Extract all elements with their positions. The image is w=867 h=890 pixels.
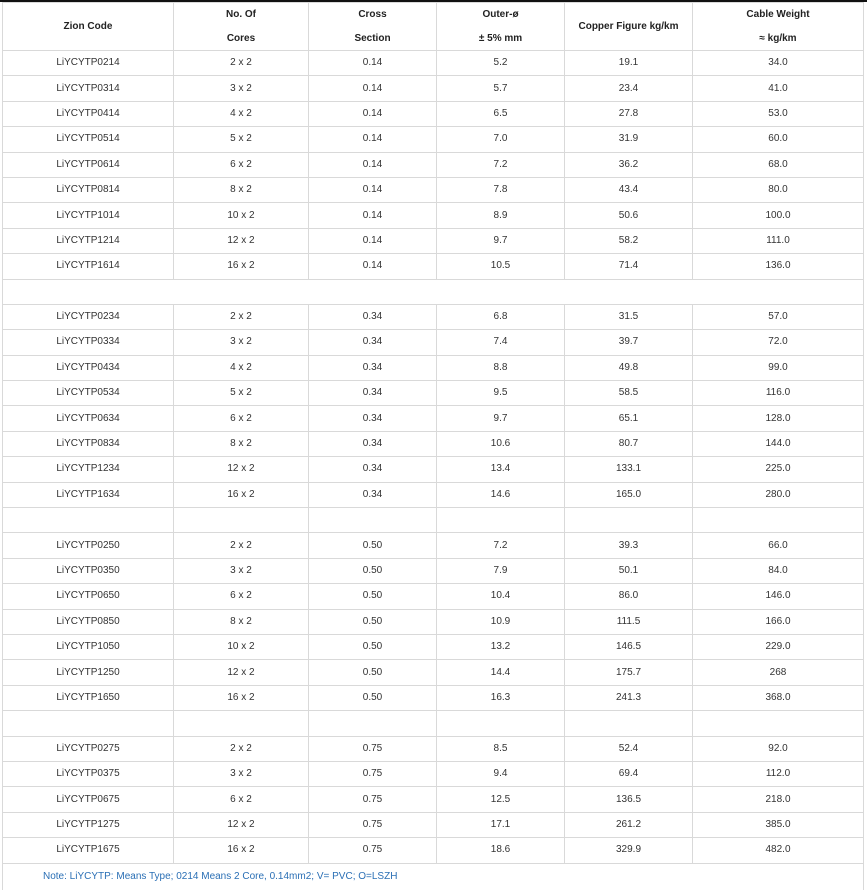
cell-cable-weight: 368.0 (693, 685, 864, 710)
cell-cross-section: 0.14 (309, 127, 437, 152)
cell-copper-figure: 31.5 (565, 304, 693, 329)
cell-copper-figure: 39.7 (565, 330, 693, 355)
cell-cores: 3 x 2 (174, 558, 309, 583)
cell-zion-code: LiYCYTP0675 (3, 787, 174, 812)
table-row (3, 660, 864, 685)
cell-cable-weight: 385.0 (693, 812, 864, 837)
header-label: Zion Code (63, 20, 113, 32)
col-header-cable-weight (693, 3, 864, 51)
table-row (3, 584, 864, 609)
cell-cross-section: 0.14 (309, 51, 437, 76)
cell-cross-section: 0.75 (309, 761, 437, 786)
spacer-cell (309, 711, 437, 736)
cell-cable-weight: 60.0 (693, 127, 864, 152)
cell-outer-diameter: 6.5 (437, 101, 565, 126)
cell-copper-figure: 146.5 (565, 634, 693, 659)
header-line-1: Cable Weight (746, 8, 810, 20)
cell-copper-figure: 23.4 (565, 76, 693, 101)
cell-zion-code: LiYCYTP0414 (3, 101, 174, 126)
table-row (3, 304, 864, 329)
table-row (3, 203, 864, 228)
cell-cross-section: 0.14 (309, 254, 437, 279)
cell-outer-diameter: 9.5 (437, 381, 565, 406)
table-row (3, 101, 864, 126)
table-row (3, 838, 864, 863)
cell-cross-section: 0.75 (309, 787, 437, 812)
header-row (3, 3, 864, 51)
cell-zion-code: LiYCYTP0634 (3, 406, 174, 431)
cell-zion-code: LiYCYTP1650 (3, 685, 174, 710)
cell-copper-figure: 80.7 (565, 431, 693, 456)
cell-cable-weight: 111.0 (693, 228, 864, 253)
header-line-2: ± 5% mm (478, 32, 523, 44)
header-line-1: No. Of (226, 8, 256, 20)
cell-cross-section: 0.75 (309, 838, 437, 863)
cell-cores: 6 x 2 (174, 787, 309, 812)
cell-outer-diameter: 13.4 (437, 457, 565, 482)
cell-copper-figure: 49.8 (565, 355, 693, 380)
cell-cable-weight: 34.0 (693, 51, 864, 76)
cell-zion-code: LiYCYTP0350 (3, 558, 174, 583)
cell-cores: 16 x 2 (174, 482, 309, 507)
cell-cable-weight: 66.0 (693, 533, 864, 558)
table-row (3, 51, 864, 76)
cell-outer-diameter: 14.4 (437, 660, 565, 685)
cell-zion-code: LiYCYTP1634 (3, 482, 174, 507)
spacer-cell (437, 711, 565, 736)
table-row (3, 634, 864, 659)
cell-copper-figure: 50.6 (565, 203, 693, 228)
cell-copper-figure: 133.1 (565, 457, 693, 482)
cell-cable-weight: 146.0 (693, 584, 864, 609)
table-row (3, 609, 864, 634)
cell-outer-diameter: 13.2 (437, 634, 565, 659)
cell-zion-code: LiYCYTP0834 (3, 431, 174, 456)
cell-outer-diameter: 9.7 (437, 228, 565, 253)
cell-cross-section: 0.34 (309, 355, 437, 380)
cell-cross-section: 0.50 (309, 609, 437, 634)
table-row (3, 787, 864, 812)
cell-copper-figure: 86.0 (565, 584, 693, 609)
cell-cross-section: 0.75 (309, 736, 437, 761)
table-row (3, 177, 864, 202)
cell-cross-section: 0.50 (309, 558, 437, 583)
cell-cores: 3 x 2 (174, 761, 309, 786)
header-line-2: Section (354, 32, 391, 44)
cell-zion-code: LiYCYTP0434 (3, 355, 174, 380)
cell-cores: 5 x 2 (174, 127, 309, 152)
cell-cross-section: 0.75 (309, 812, 437, 837)
cell-cross-section: 0.14 (309, 228, 437, 253)
cell-zion-code: LiYCYTP0850 (3, 609, 174, 634)
col-header-no-of-cores (174, 3, 309, 51)
cell-cores: 16 x 2 (174, 685, 309, 710)
cell-copper-figure: 39.3 (565, 533, 693, 558)
col-header-cross-section (309, 3, 437, 51)
note-row (3, 863, 864, 890)
header-line-2: Cores (226, 32, 256, 44)
cell-cable-weight: 57.0 (693, 304, 864, 329)
cell-outer-diameter: 8.5 (437, 736, 565, 761)
cell-copper-figure: 136.5 (565, 787, 693, 812)
cell-outer-diameter: 10.4 (437, 584, 565, 609)
group-spacer-row (3, 279, 864, 304)
table-body (3, 51, 864, 890)
cell-cross-section: 0.34 (309, 330, 437, 355)
cell-zion-code: LiYCYTP1234 (3, 457, 174, 482)
cell-cross-section: 0.34 (309, 381, 437, 406)
cell-copper-figure: 31.9 (565, 127, 693, 152)
cell-outer-diameter: 16.3 (437, 685, 565, 710)
table-row (3, 381, 864, 406)
header-label: Copper Figure kg/km (578, 20, 679, 32)
cell-cores: 2 x 2 (174, 533, 309, 558)
group-spacer-row (3, 711, 864, 736)
cell-copper-figure: 36.2 (565, 152, 693, 177)
table-row (3, 228, 864, 253)
cable-spec-table (2, 2, 864, 890)
table-row (3, 76, 864, 101)
cell-cable-weight: 128.0 (693, 406, 864, 431)
cell-zion-code: LiYCYTP1614 (3, 254, 174, 279)
cell-copper-figure: 50.1 (565, 558, 693, 583)
cell-zion-code: LiYCYTP0650 (3, 584, 174, 609)
cell-outer-diameter: 12.5 (437, 787, 565, 812)
cell-outer-diameter: 14.6 (437, 482, 565, 507)
cell-copper-figure: 71.4 (565, 254, 693, 279)
cell-cross-section: 0.14 (309, 152, 437, 177)
cell-cores: 2 x 2 (174, 304, 309, 329)
cell-outer-diameter: 7.0 (437, 127, 565, 152)
cell-cores: 10 x 2 (174, 634, 309, 659)
table-row (3, 558, 864, 583)
cell-zion-code: LiYCYTP0534 (3, 381, 174, 406)
cell-cable-weight: 116.0 (693, 381, 864, 406)
cell-cores: 8 x 2 (174, 609, 309, 634)
cell-cable-weight: 218.0 (693, 787, 864, 812)
cell-cable-weight: 112.0 (693, 761, 864, 786)
spacer-cell (3, 279, 864, 304)
cell-zion-code: LiYCYTP1250 (3, 660, 174, 685)
cell-copper-figure: 111.5 (565, 609, 693, 634)
cell-copper-figure: 241.3 (565, 685, 693, 710)
cell-cores: 8 x 2 (174, 431, 309, 456)
cell-cores: 12 x 2 (174, 660, 309, 685)
cell-cable-weight: 100.0 (693, 203, 864, 228)
cell-cores: 8 x 2 (174, 177, 309, 202)
cell-copper-figure: 65.1 (565, 406, 693, 431)
cell-cross-section: 0.34 (309, 482, 437, 507)
cell-cable-weight: 268 (693, 660, 864, 685)
col-header-outer-diameter (437, 3, 565, 51)
cell-zion-code: LiYCYTP1675 (3, 838, 174, 863)
table-note: Note: LiYCYTP: Means Type; 0214 Means 2 Core, 0.14mm2; V= PVC; O=LSZH (3, 863, 864, 890)
cell-cross-section: 0.14 (309, 177, 437, 202)
table-row (3, 355, 864, 380)
cell-copper-figure: 329.9 (565, 838, 693, 863)
cell-cores: 12 x 2 (174, 228, 309, 253)
spacer-cell (565, 508, 693, 533)
cell-copper-figure: 165.0 (565, 482, 693, 507)
spacer-cell (174, 508, 309, 533)
table-row (3, 812, 864, 837)
cell-cross-section: 0.34 (309, 406, 437, 431)
cell-outer-diameter: 6.8 (437, 304, 565, 329)
cell-cross-section: 0.34 (309, 431, 437, 456)
cell-cable-weight: 280.0 (693, 482, 864, 507)
cell-cable-weight: 144.0 (693, 431, 864, 456)
col-header-zion-code (3, 3, 174, 51)
cell-cross-section: 0.50 (309, 660, 437, 685)
cell-zion-code: LiYCYTP0375 (3, 761, 174, 786)
cell-cable-weight: 482.0 (693, 838, 864, 863)
cell-zion-code: LiYCYTP0234 (3, 304, 174, 329)
cell-cores: 6 x 2 (174, 584, 309, 609)
cell-outer-diameter: 7.8 (437, 177, 565, 202)
table-row (3, 685, 864, 710)
cell-cores: 16 x 2 (174, 254, 309, 279)
cell-cable-weight: 92.0 (693, 736, 864, 761)
table-row (3, 736, 864, 761)
cell-zion-code: LiYCYTP0334 (3, 330, 174, 355)
cell-zion-code: LiYCYTP0214 (3, 51, 174, 76)
cell-cable-weight: 84.0 (693, 558, 864, 583)
table-row (3, 330, 864, 355)
cell-outer-diameter: 10.6 (437, 431, 565, 456)
cell-cable-weight: 166.0 (693, 609, 864, 634)
cell-cores: 10 x 2 (174, 203, 309, 228)
cell-outer-diameter: 10.5 (437, 254, 565, 279)
cell-cross-section: 0.14 (309, 76, 437, 101)
header-line-1: Cross (358, 8, 387, 20)
table-row (3, 152, 864, 177)
cell-zion-code: LiYCYTP1275 (3, 812, 174, 837)
group-spacer-row (3, 508, 864, 533)
cell-cable-weight: 136.0 (693, 254, 864, 279)
cell-cable-weight: 229.0 (693, 634, 864, 659)
cell-cable-weight: 53.0 (693, 101, 864, 126)
cell-copper-figure: 19.1 (565, 51, 693, 76)
cell-copper-figure: 261.2 (565, 812, 693, 837)
cell-outer-diameter: 18.6 (437, 838, 565, 863)
col-header-copper-figure (565, 3, 693, 51)
cell-copper-figure: 58.5 (565, 381, 693, 406)
cell-cores: 16 x 2 (174, 838, 309, 863)
cell-copper-figure: 52.4 (565, 736, 693, 761)
cell-cross-section: 0.14 (309, 101, 437, 126)
cell-copper-figure: 175.7 (565, 660, 693, 685)
cell-cores: 12 x 2 (174, 812, 309, 837)
cell-cores: 3 x 2 (174, 76, 309, 101)
spacer-cell (3, 508, 174, 533)
cell-zion-code: LiYCYTP1050 (3, 634, 174, 659)
cell-cross-section: 0.14 (309, 203, 437, 228)
cell-cross-section: 0.50 (309, 634, 437, 659)
cell-cores: 2 x 2 (174, 51, 309, 76)
cell-copper-figure: 27.8 (565, 101, 693, 126)
cell-outer-diameter: 10.9 (437, 609, 565, 634)
cell-zion-code: LiYCYTP1014 (3, 203, 174, 228)
cell-copper-figure: 69.4 (565, 761, 693, 786)
cell-cross-section: 0.34 (309, 304, 437, 329)
cell-cross-section: 0.50 (309, 584, 437, 609)
cell-cable-weight: 41.0 (693, 76, 864, 101)
table-row (3, 457, 864, 482)
cell-cross-section: 0.50 (309, 685, 437, 710)
header-line-2: ≈ kg/km (759, 32, 797, 44)
cell-cores: 6 x 2 (174, 152, 309, 177)
cell-cores: 12 x 2 (174, 457, 309, 482)
cell-zion-code: LiYCYTP0250 (3, 533, 174, 558)
cell-cores: 5 x 2 (174, 381, 309, 406)
spacer-cell (693, 508, 864, 533)
cell-zion-code: LiYCYTP0275 (3, 736, 174, 761)
spacer-cell (437, 508, 565, 533)
cell-cores: 4 x 2 (174, 355, 309, 380)
header-line-1: Outer-ø (482, 8, 519, 20)
table-row (3, 127, 864, 152)
cell-outer-diameter: 5.7 (437, 76, 565, 101)
cell-cable-weight: 80.0 (693, 177, 864, 202)
spacer-cell (309, 508, 437, 533)
cell-outer-diameter: 7.9 (437, 558, 565, 583)
spacer-cell (174, 711, 309, 736)
cell-outer-diameter: 9.7 (437, 406, 565, 431)
cell-zion-code: LiYCYTP0514 (3, 127, 174, 152)
cell-outer-diameter: 5.2 (437, 51, 565, 76)
cell-cable-weight: 225.0 (693, 457, 864, 482)
spacer-cell (565, 711, 693, 736)
cell-cable-weight: 68.0 (693, 152, 864, 177)
cell-outer-diameter: 8.8 (437, 355, 565, 380)
table-row (3, 482, 864, 507)
cell-outer-diameter: 7.2 (437, 533, 565, 558)
cell-cores: 4 x 2 (174, 101, 309, 126)
cell-cores: 6 x 2 (174, 406, 309, 431)
cell-cable-weight: 72.0 (693, 330, 864, 355)
cell-outer-diameter: 9.4 (437, 761, 565, 786)
cell-cable-weight: 99.0 (693, 355, 864, 380)
table-row (3, 533, 864, 558)
cell-outer-diameter: 7.4 (437, 330, 565, 355)
cell-zion-code: LiYCYTP0814 (3, 177, 174, 202)
spacer-cell (3, 711, 174, 736)
cell-copper-figure: 58.2 (565, 228, 693, 253)
cell-cores: 2 x 2 (174, 736, 309, 761)
table-row (3, 761, 864, 786)
cell-outer-diameter: 7.2 (437, 152, 565, 177)
cell-cross-section: 0.34 (309, 457, 437, 482)
cell-zion-code: LiYCYTP0614 (3, 152, 174, 177)
cell-zion-code: LiYCYTP1214 (3, 228, 174, 253)
table-row (3, 431, 864, 456)
cell-zion-code: LiYCYTP0314 (3, 76, 174, 101)
cell-copper-figure: 43.4 (565, 177, 693, 202)
spacer-cell (693, 711, 864, 736)
table-header (3, 3, 864, 51)
cell-cross-section: 0.50 (309, 533, 437, 558)
cell-outer-diameter: 8.9 (437, 203, 565, 228)
cell-cores: 3 x 2 (174, 330, 309, 355)
table-row (3, 254, 864, 279)
table-row (3, 406, 864, 431)
cell-outer-diameter: 17.1 (437, 812, 565, 837)
